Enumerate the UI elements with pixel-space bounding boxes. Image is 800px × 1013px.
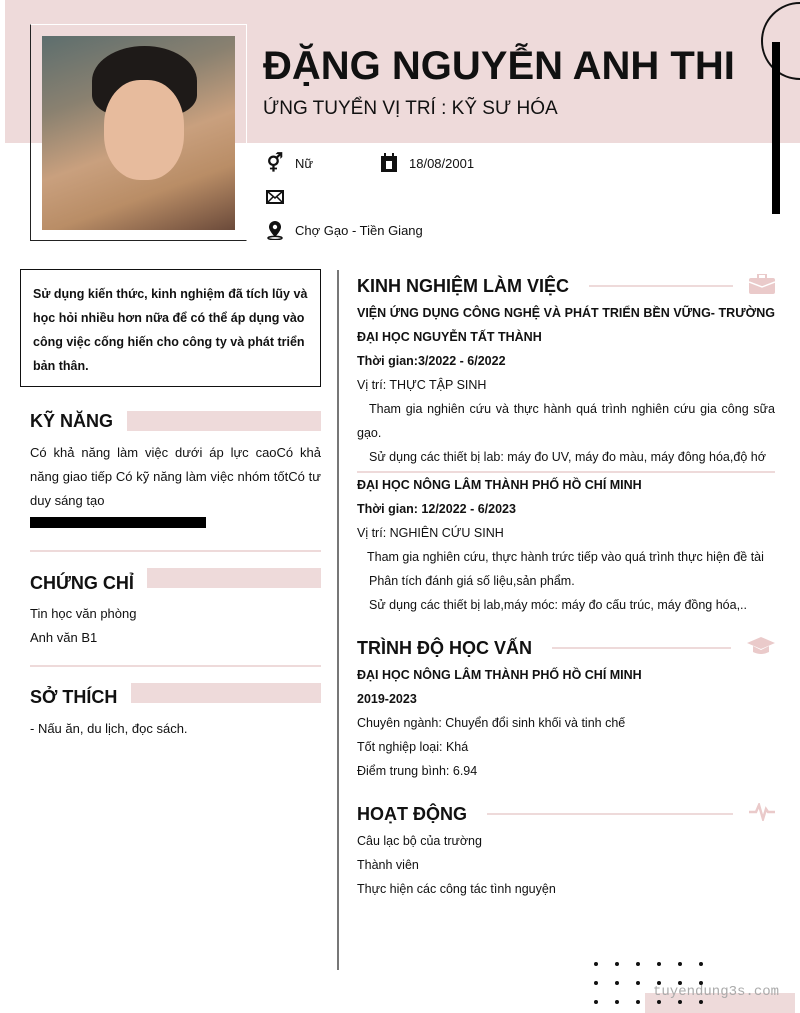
experience-heading: KINH NGHIỆM LÀM VIỆC bbox=[357, 275, 570, 296]
gender-value: Nữ bbox=[295, 155, 314, 171]
birthday-value: 18/08/2001 bbox=[409, 155, 475, 171]
certificates-heading: CHỨNG CHỈ bbox=[30, 573, 134, 593]
graduation-cap-icon bbox=[747, 636, 775, 661]
certificate-item: Anh văn B1 bbox=[30, 630, 98, 645]
activities-heading: HOẠT ĐỘNG bbox=[357, 803, 467, 824]
divider bbox=[30, 665, 321, 667]
activity-item: Câu lạc bộ của trường bbox=[357, 834, 482, 848]
column-divider bbox=[337, 270, 339, 970]
activities-heading-row bbox=[357, 799, 775, 829]
watermark: tuyendung3s.com bbox=[653, 984, 780, 1000]
applied-position: ỨNG TUYỂN VỊ TRÍ : KỸ SƯ HÓA bbox=[263, 98, 558, 119]
avatar-photo bbox=[42, 36, 235, 230]
education-gpa: Điểm trung bình: 6.94 bbox=[357, 764, 478, 778]
activity-item: Thực hiện các công tác tình nguyện bbox=[357, 882, 556, 896]
heading-line bbox=[552, 647, 731, 649]
email-row bbox=[265, 187, 295, 207]
experience-heading-row bbox=[357, 271, 775, 301]
skills-heading-bar bbox=[127, 411, 321, 431]
mail-icon bbox=[265, 187, 285, 207]
pulse-icon bbox=[749, 803, 775, 826]
job-detail: Tham gia nghiên cứu, thực hành trức tiếp vào quá trình thực hiện đề tài bbox=[367, 550, 764, 564]
certificate-item: Tin học văn phòng bbox=[30, 606, 137, 621]
job-time: Thời gian: 12/2022 - 6/2023 bbox=[357, 502, 516, 516]
job-detail: Sử dụng các thiết bị lab: máy đo UV, máy đo màu, máy đông hóa,độ hớ bbox=[369, 450, 766, 464]
address-row bbox=[265, 220, 423, 240]
gender-row bbox=[265, 153, 313, 173]
briefcase-icon bbox=[749, 274, 775, 299]
job-time: Thời gian:3/2022 - 6/2022 bbox=[357, 354, 506, 368]
decor-bar bbox=[772, 42, 780, 214]
education-heading: TRÌNH ĐỘ HỌC VẤN bbox=[357, 637, 532, 658]
job-role: Vị trí: THỰC TẬP SINH bbox=[357, 378, 487, 392]
heading-line bbox=[589, 285, 733, 287]
job-org: VIỆN ỨNG DỤNG CÔNG NGHỆ VÀ PHÁT TRIỂN BỀN VỮNG- TRƯỜNG ĐẠI HỌC NGUYỄN TẤT THÀNH bbox=[357, 306, 775, 344]
hobbies-text: - Nấu ăn, du lịch, đọc sách. bbox=[30, 721, 188, 736]
gender-icon: ⚥ bbox=[266, 152, 284, 173]
education-heading-row bbox=[357, 633, 775, 663]
job-role: Vị trí: NGHIÊN CỨU SINH bbox=[357, 526, 504, 540]
hobbies-heading-bar bbox=[131, 683, 321, 703]
birthday-row bbox=[379, 153, 474, 173]
education-grade: Tốt nghiệp loại: Khá bbox=[357, 740, 469, 754]
candidate-name: ĐẶNG NGUYỄN ANH THI bbox=[263, 44, 735, 88]
job-detail: Sử dụng các thiết bị lab,máy móc: máy đo cấu trúc, máy đồng hóa,.. bbox=[369, 598, 748, 612]
heading-line bbox=[487, 813, 733, 815]
skills-heading: KỸ NĂNG bbox=[30, 411, 114, 431]
divider bbox=[30, 550, 321, 552]
activity-item: Thành viên bbox=[357, 858, 419, 872]
career-objective: Sử dụng kiến thức, kinh nghiệm đã tích lũy và học hỏi nhiều hơn nữa để có thể áp dụng vào công việc cống hiến cho công ty và phát triển bản thân. bbox=[20, 269, 321, 387]
job-org: ĐẠI HỌC NÔNG LÂM THÀNH PHỐ HỒ CHÍ MINH bbox=[357, 478, 642, 492]
job-detail: Phân tích đánh giá số liệu,sản phẩm. bbox=[369, 574, 575, 588]
hobbies-heading: SỞ THÍCH bbox=[30, 687, 118, 707]
location-pin-icon bbox=[265, 220, 285, 240]
education-major: Chuyên ngành: Chuyển đổi sinh khối và tinh chế bbox=[357, 716, 626, 730]
job-detail: Tham gia nghiên cứu và thực hành quá trình nghiên cứu gia công sữa gạo. bbox=[357, 402, 775, 440]
photo-face bbox=[104, 80, 184, 180]
skill-level-bar bbox=[30, 517, 206, 528]
right-column bbox=[357, 271, 775, 901]
calendar-icon bbox=[379, 153, 399, 173]
skills-text: Có khả năng làm việc dưới áp lực caoCó khả năng giao tiếp Có kỹ năng làm việc nhóm tốtCó tư duy sáng tạo bbox=[30, 445, 321, 508]
certificates-heading-bar bbox=[147, 568, 321, 588]
education-years: 2019-2023 bbox=[357, 692, 417, 706]
address-value: Chợ Gạo - Tiền Giang bbox=[295, 222, 423, 238]
education-school: ĐẠI HỌC NÔNG LÂM THÀNH PHỐ HỒ CHÍ MINH bbox=[357, 668, 642, 682]
